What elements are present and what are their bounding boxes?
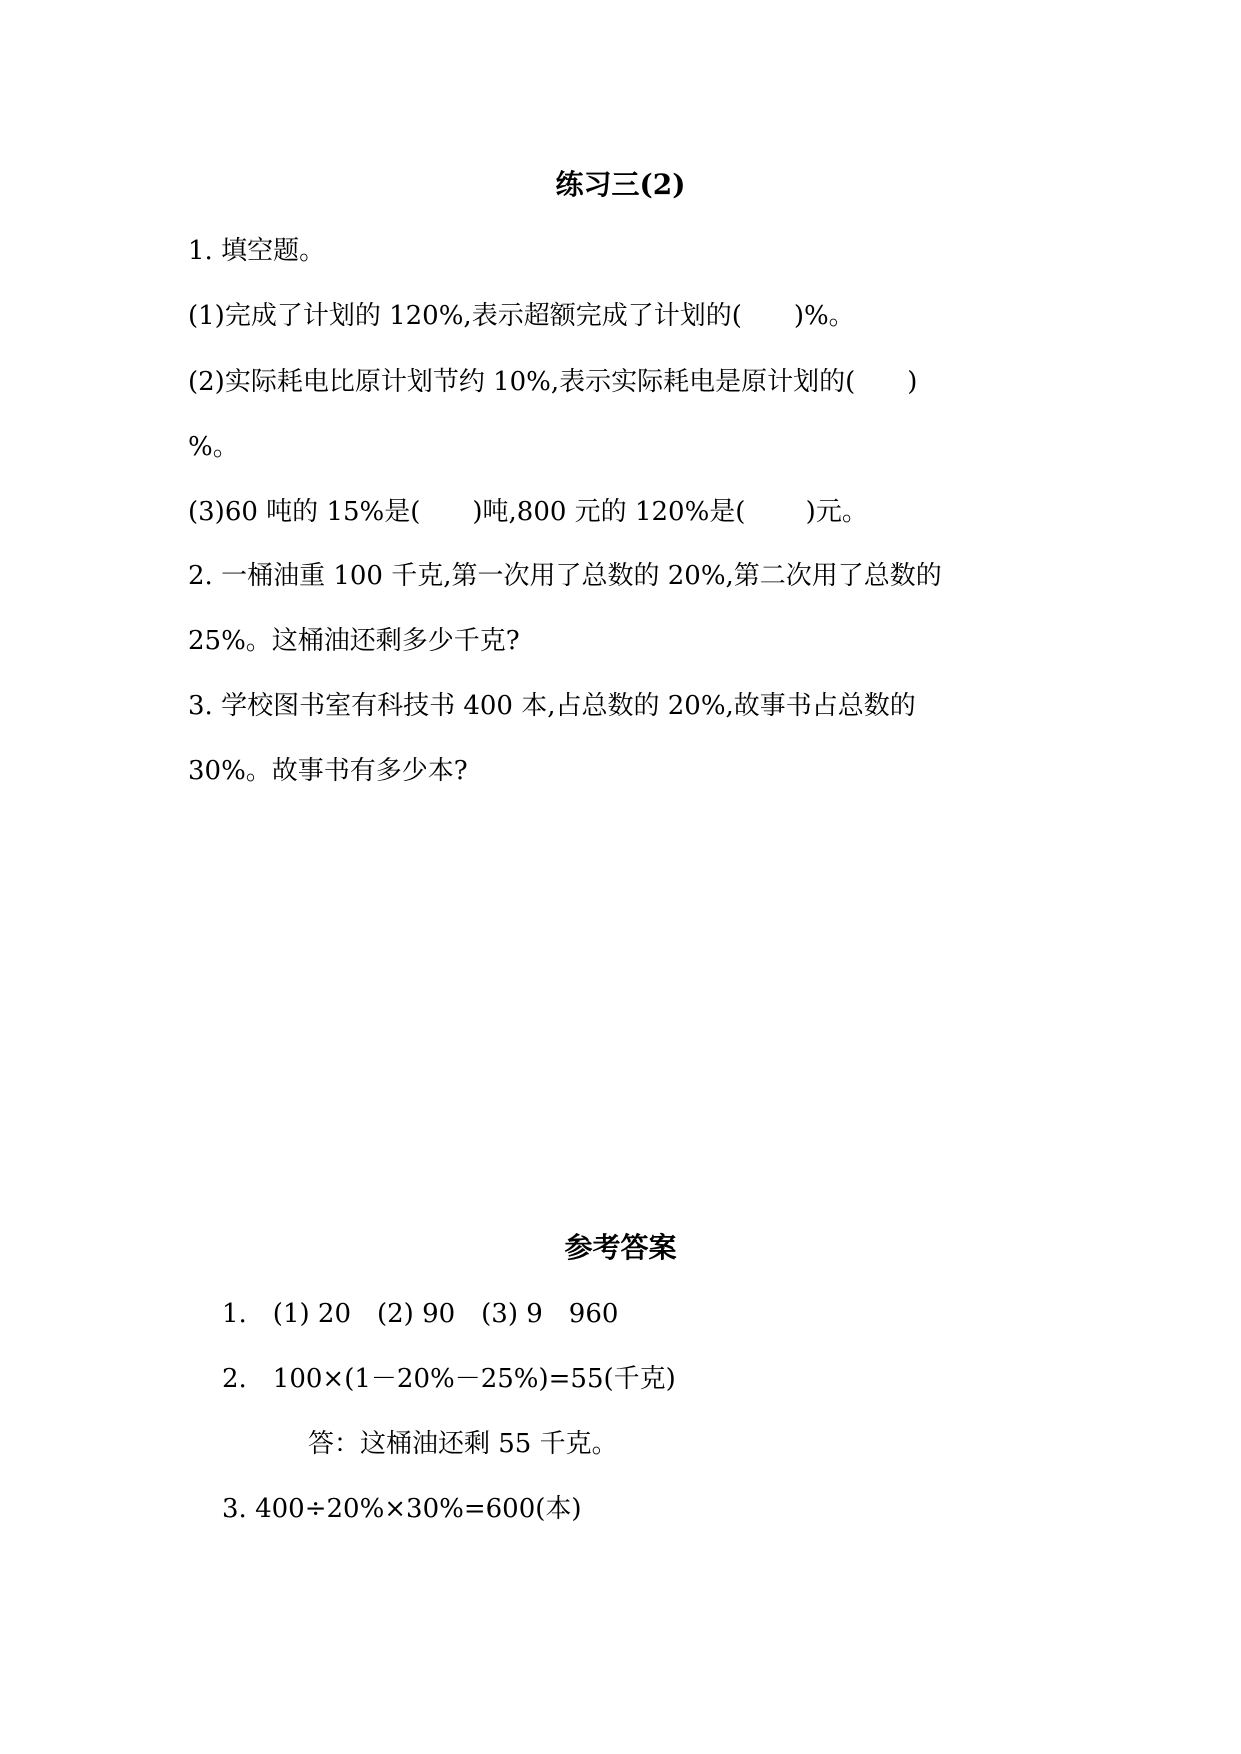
answer-2-statement: 答：这桶油还剩 55 千克。 xyxy=(308,1429,618,1459)
answers-title: 参考答案 xyxy=(564,1231,677,1264)
exercise-title: 练习三(2) xyxy=(555,168,686,201)
question-2-continued: 25%。这桶油还剩多少千克? xyxy=(188,626,520,656)
question-1-heading: 1. 填空题。 xyxy=(188,236,326,266)
answer-3: 3. 400÷20%×30%=600(本) xyxy=(222,1494,582,1524)
question-3-continued: 30%。故事书有多少本? xyxy=(188,756,468,786)
question-1-part-2-continued: %。 xyxy=(188,432,239,462)
question-1-part-3: (3)60 吨的 15%是( )吨,800 元的 120%是( )元。 xyxy=(188,497,868,527)
answer-2: 2. 100×(1－20%－25%)=55(千克) xyxy=(222,1364,676,1394)
question-2: 2. 一桶油重 100 千克,第一次用了总数的 20%,第二次用了总数的 xyxy=(188,561,942,591)
question-1-part-1: (1)完成了计划的 120%,表示超额完成了计划的( )%。 xyxy=(188,301,855,331)
question-1-part-2: (2)实际耗电比原计划节约 10%,表示实际耗电是原计划的( ) xyxy=(188,367,918,397)
answer-1: 1. (1) 20 (2) 90 (3) 9 960 xyxy=(222,1299,619,1329)
question-3: 3. 学校图书室有科技书 400 本,占总数的 20%,故事书占总数的 xyxy=(188,691,916,721)
